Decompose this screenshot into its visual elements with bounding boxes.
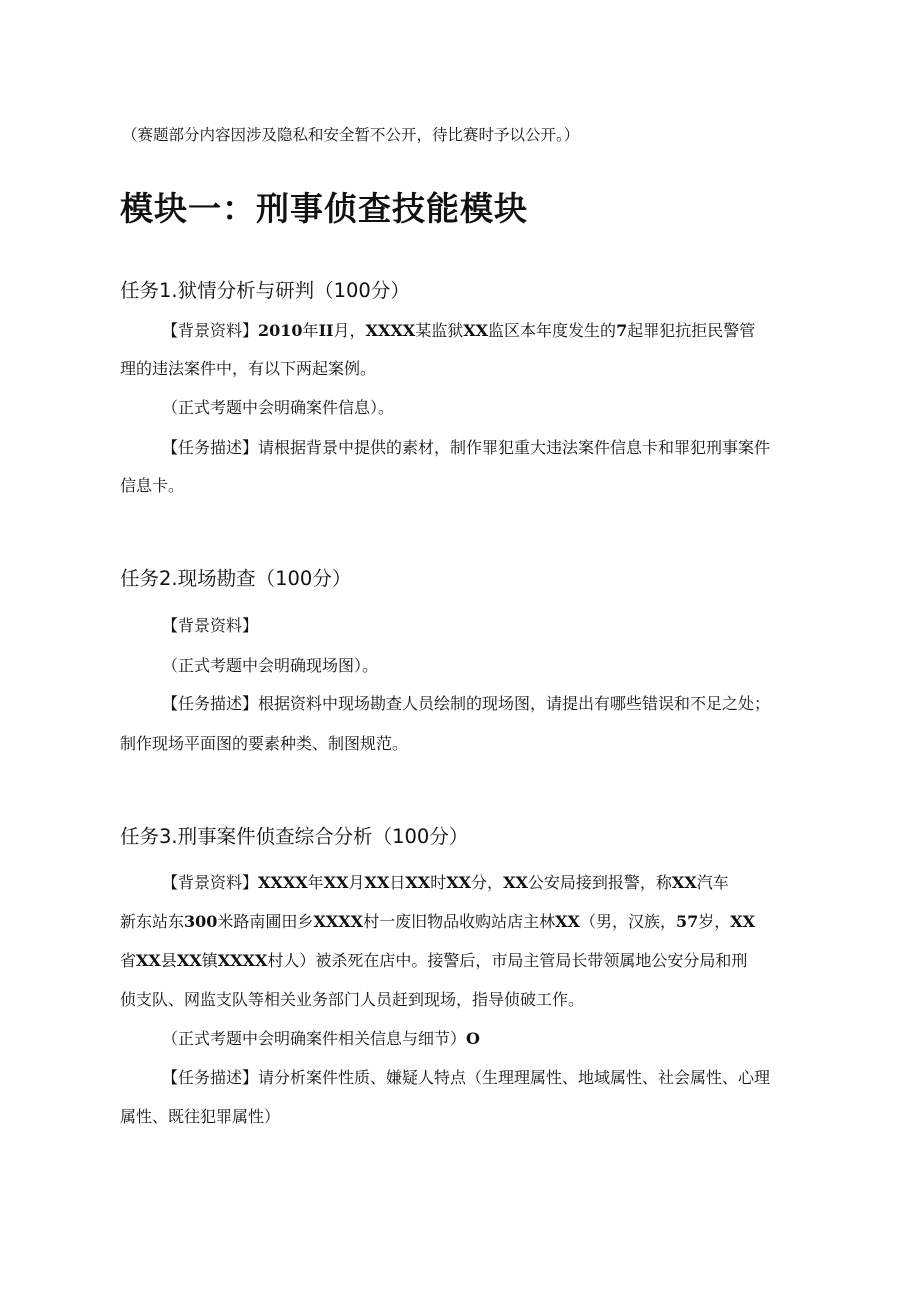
task1-description-label: 【任务描述】 <box>162 438 259 457</box>
task3-heading: 任务3.刑事案件侦查综合分析（100分） <box>120 825 469 848</box>
task3-background-line4: 侦支队、网监支队等相关业务部门人员赶到现场，指导侦破工作。 <box>120 990 585 1009</box>
task3-background-line3: 省XX县XX镇XXXX村人）被杀死在店中。接警后，市局主管局长带领属地公安分局和刑 <box>120 951 748 970</box>
task3-description-label: 【任务描述】 <box>162 1068 259 1087</box>
task2-description-label: 【任务描述】 <box>162 694 259 713</box>
task1-heading: 任务1.狱情分析与研判（100分） <box>120 279 410 302</box>
task2-description-line2: 制作现场平面图的要素种类、制图规范。 <box>120 734 409 753</box>
task3-description-line1: 【任务描述】请分析案件性质、嫌疑人特点（生理理属性、地域属性、社会属性、心理 <box>162 1068 771 1087</box>
task1-formal-note: （正式考题中会明确案件信息）。 <box>162 398 395 417</box>
task2-background-label: 【背景资料】 <box>162 616 259 635</box>
task1-background-label: 【背景资料】 <box>162 321 259 340</box>
task3-background-label: 【背景资料】 <box>162 873 259 892</box>
task3-background-line1: 【背景资料】XXXX年XX月XX日XX时XX分，XX公安局接到报警，称XX汽车 <box>162 873 729 892</box>
task2-heading: 任务2.现场勘查（100分） <box>120 567 352 590</box>
task2-description-line1: 【任务描述】根据资料中现场勘查人员绘制的现场图，请提出有哪些错误和不足之处； <box>162 694 771 713</box>
task2-formal-note: （正式考题中会明确现场图）。 <box>162 656 379 675</box>
task3-description-line2: 属性、既往犯罪属性） <box>120 1107 281 1126</box>
task1-description-line1: 【任务描述】请根据背景中提供的素材，制作罪犯重大违法案件信息卡和罪犯刑事案件 <box>162 438 771 457</box>
task3-formal-note: （正式考题中会明确案件相关信息与细节）O <box>162 1029 480 1048</box>
module-title: 模块一：刑事侦查技能模块 <box>120 189 528 228</box>
task1-background-line1: 【背景资料】2010年II月，XXXX某监狱XX监区本年度发生的7起罪犯抗拒民警管 <box>162 321 756 340</box>
task3-background-line2: 新东站东300米路南圃田乡XXXX村一废旧物品收购站店主林XX（男，汉族，57岁，XX <box>120 912 756 931</box>
task1-description-line2: 信息卡。 <box>120 476 185 495</box>
task1-background-line2: 理的违法案件中，有以下两起案例。 <box>120 359 377 378</box>
privacy-note: （赛题部分内容因涉及隐私和安全暂不公开，待比赛时予以公开。） <box>122 126 580 144</box>
